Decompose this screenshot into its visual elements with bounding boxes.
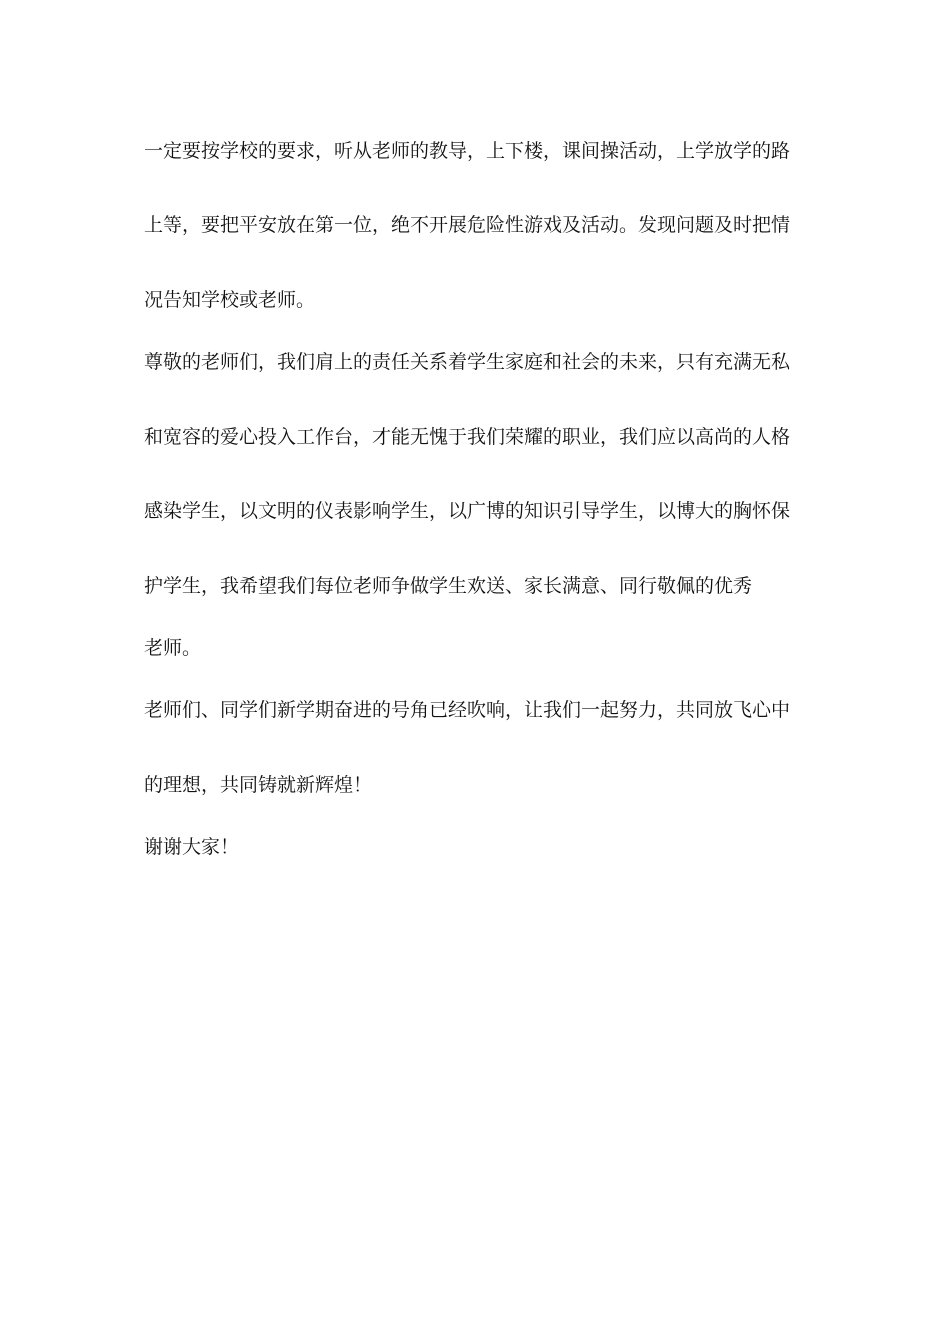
text-line: 护学生，我希望我们每位老师争做学生欢送、家长满意、同行敬佩的优秀 [144, 575, 753, 597]
text-line: 的理想，共同铸就新辉煌！ [144, 774, 373, 796]
text-line: 感染学生，以文明的仪表影响学生，以广博的知识引导学生，以博大的胸怀保 [144, 500, 791, 522]
text-line: 和宽容的爱心投入工作台，才能无愧于我们荣耀的职业，我们应以高尚的人格 [144, 426, 791, 448]
text-line: 尊敬的老师们，我们肩上的责任关系着学生家庭和社会的未来，只有充满无私 [144, 351, 791, 373]
text-line: 一定要按学校的要求，听从老师的教导，上下楼，课间操活动，上学放学的路 [144, 140, 791, 162]
text-line: 上等，要把平安放在第一位，绝不开展危险性游戏及活动。发现问题及时把情 [144, 214, 791, 236]
text-line: 况告知学校或老师。 [144, 289, 316, 311]
text-line: 老师。 [144, 637, 202, 659]
closing-line: 谢谢大家！ [144, 836, 240, 858]
text-line: 老师们、同学们新学期奋进的号角已经吹响，让我们一起努力，共同放飞心中 [144, 699, 791, 721]
